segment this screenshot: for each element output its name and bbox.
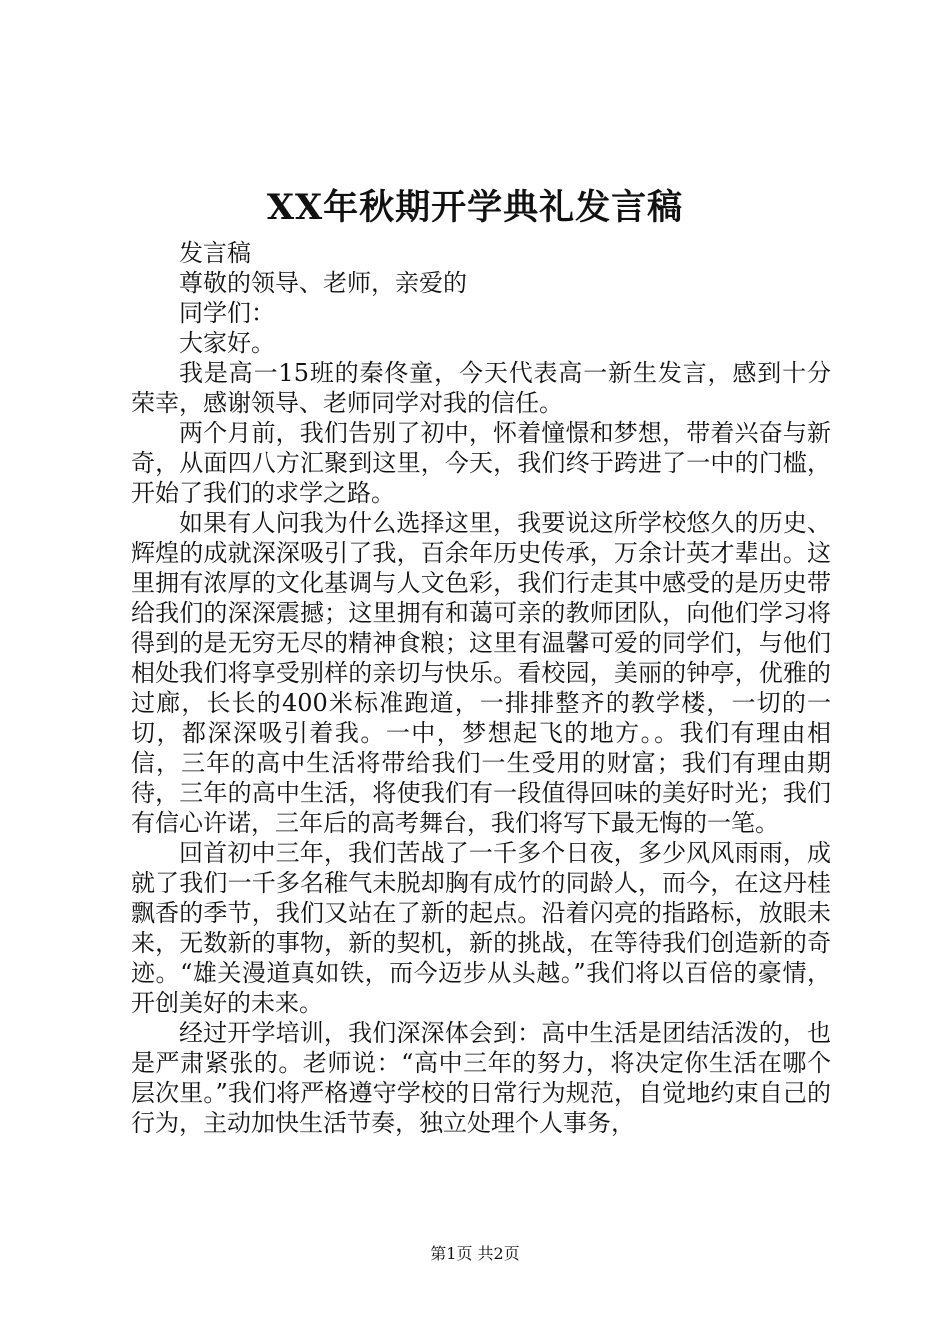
paragraph: 尊敬的领导、老师，亲爱的 [179, 269, 467, 297]
paragraph: 同学们： [179, 299, 275, 327]
document-body [131, 238, 831, 1138]
paragraph: 我是高一15班的秦佟童，今天代表高一新生发言，感到十分荣幸，感谢领导、老师同学对我的信任。 [131, 359, 831, 417]
paragraph: 如果有人问我为什么选择这里，我要说这所学校悠久的历史、辉煌的成就深深吸引了我，百余年历史传承，万余计英才辈出。这里拥有浓厚的文化基调与人文色彩，我们行走其中感受的是历史带给我们的深深震撼；这里拥有和蔼可亲的教师团队，向他们学习将得到的是无穷无尽的精神食粮；这里有温馨可爱的同学们，与他们相处我们将享受别样的亲切与快乐。看校园，美丽的钟亭，优雅的过廊，长长的400米标准跑道，一排排整齐的教学楼，一切的一切，都深深吸引着我。一中，梦想起飞的地方。。我们有理由相信，三年的高中生活将带给我们一生受用的财富；我们有理由期待，三年的高中生活，将使我们有一段值得回味的美好时光；我们有信心许诺，三年后的高考舞台，我们将写下最无悔的一笔。 [131, 509, 831, 837]
paragraph: 经过开学培训，我们深深体会到：高中生活是团结活泼的，也是严肃紧张的。老师说：“高中三年的努力，将决定你生活在哪个层次里。”我们将严格遵守学校的日常行为规范，自觉地约束自己的行为，主动加快生活节奏，独立处理个人事务， [131, 1019, 831, 1137]
document-title: XX年秋期开学典礼发言稿 [266, 187, 684, 228]
paragraph: 回首初中三年，我们苦战了一千多个日夜，多少风风雨雨，成就了我们一千多名稚气未脱却胸有成竹的同龄人，而今，在这丹桂飘香的季节，我们又站在了新的起点。沿着闪亮的指路标，放眼未来，无数新的事物，新的契机，新的挑战，在等待我们创造新的奇迹。“雄关漫道真如铁，而今迈步从头越。”我们将以百倍的豪情，开创美好的未来。 [131, 839, 831, 1017]
paragraph: 两个月前，我们告别了初中，怀着憧憬和梦想，带着兴奋与新奇，从面四八方汇聚到这里，今天，我们终于跨进了一中的门槛，开始了我们的求学之路。 [131, 419, 831, 507]
page-footer: 第1页 共2页 [430, 1244, 520, 1263]
paragraph: 发言稿 [179, 239, 251, 267]
paragraph: 大家好。 [179, 329, 275, 357]
